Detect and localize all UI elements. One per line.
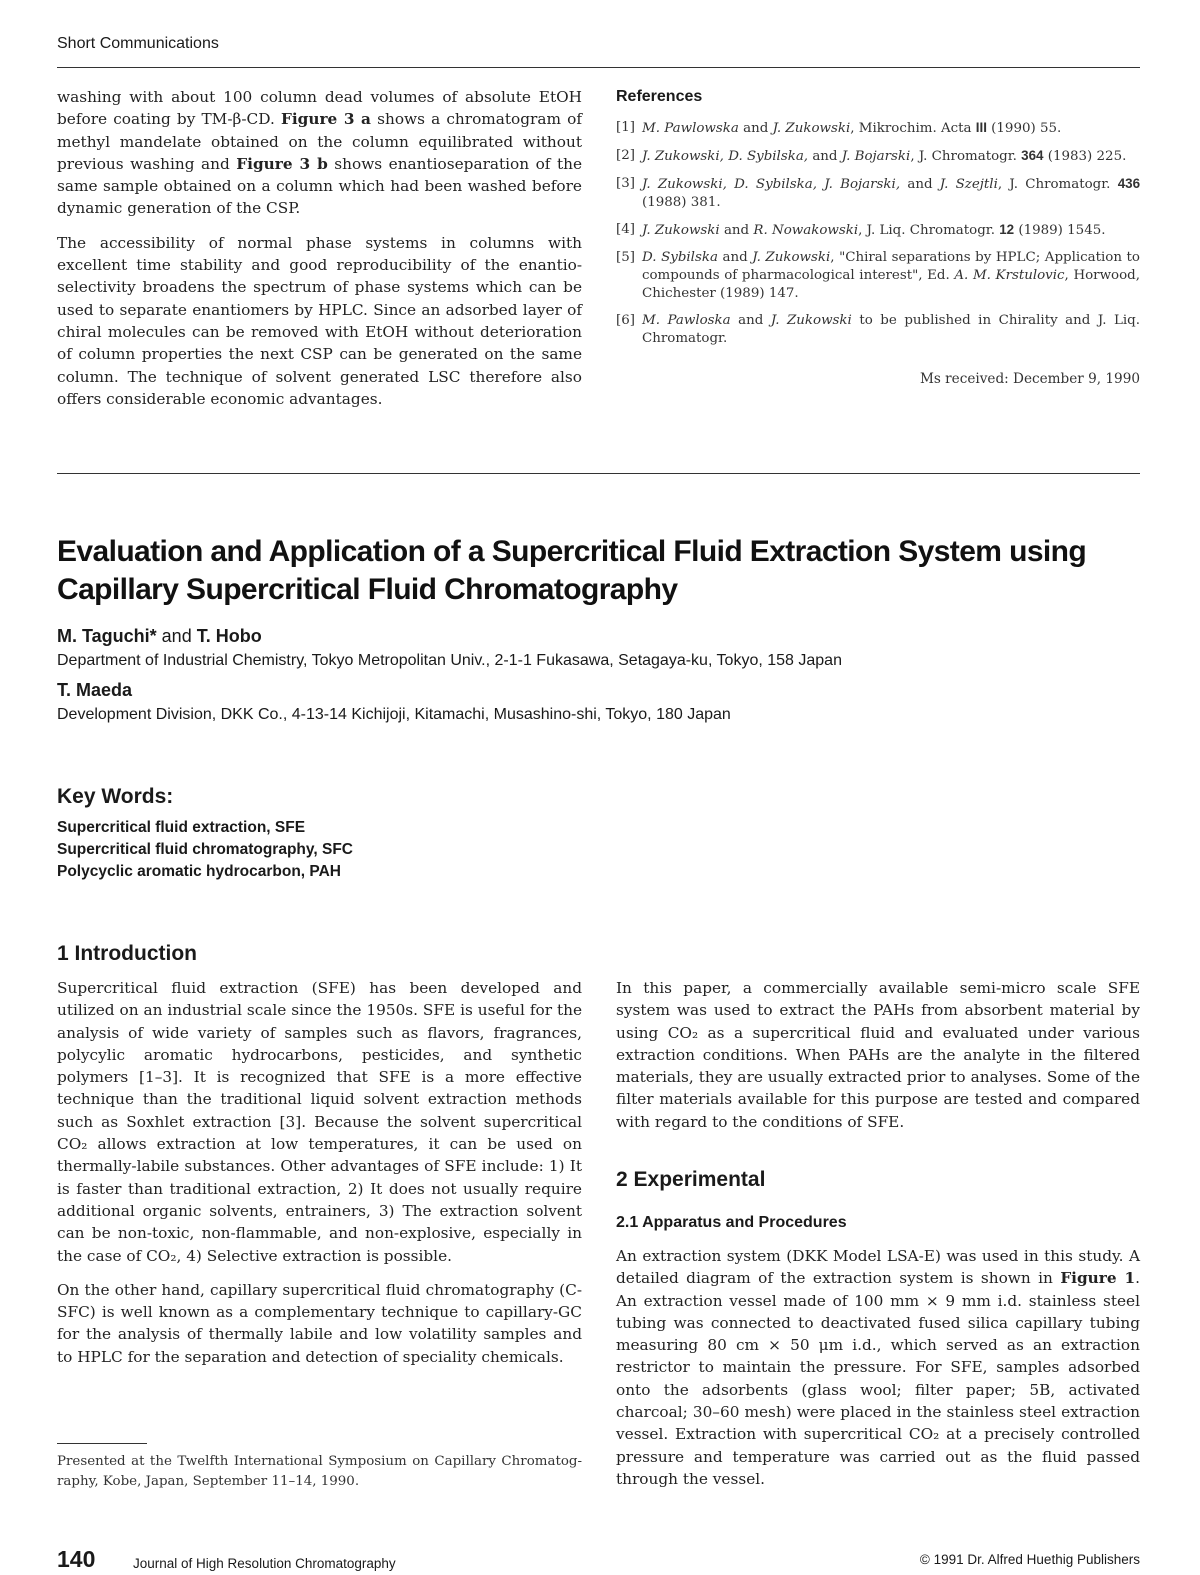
experimental-text — [616, 1245, 1140, 1502]
paragraph: In this paper, a commercially available semi-micro scale SFE system was used to extract the PAHs from absorbent material by using CO₂ as a supercritical fluid and evaluated under various extraction conditions. When PAHs are the analyte in the filtered materials, they are usually extracted prior to analyses. Some of the filter materials available for this purpose are tested and compared with regard to the conditions of SFE. — [616, 979, 1140, 1131]
reference-item: [1] M. Pawlowska and J. Zukowski, Mikrochim. Acta III (1990) 55. — [616, 120, 1062, 136]
page-number: 140 — [57, 1546, 96, 1572]
authors-line-1: M. Taguchi* and T. Hobo — [57, 626, 262, 646]
journal-name: Journal of High Resolution Chromatography — [133, 1556, 396, 1571]
keywords-list — [57, 817, 353, 883]
reference-item: [5] D. Sybilska and J. Zukowski, "Chiral separations by HPLC; Application to compounds of pharmacological interest", Ed. A. M. Krstulovic, Horwood, Chichester (1989) 147. — [616, 250, 1140, 301]
experimental-heading: 2 Experimental — [616, 1168, 766, 1191]
introduction-left-column — [57, 977, 582, 1380]
paragraph: On the other hand, capillary supercritical fluid chromatography (C-SFC) is well known as a complementary technique to capillary-GC for the analysis of thermally labile and low volatility samples and to HPLC for the separation and detection of speciality chemicals. — [57, 1280, 582, 1366]
paragraph: Supercritical fluid extraction (SFE) has been developed and utilized on an industrial scale since the 1950s. SFE is useful for the analysis of wide variety of samples such as flavors, fragrances, polycylic aromatic hydrocarbons, pesticides, and synthetic polymers [1–3]. It is recognized that SFE is a more effective technique than the traditional liquid solvent extraction methods such as Soxhlet extraction [3]. Because the solvent supercritical CO₂ allows extraction at low temperatures, it can be used on thermally-labile substances. Other advantages of SFE include: 1) It is faster than traditional extraction, 2) It does not usually require additional organic solvents, entrainers, 3) The extraction solvent can be non-toxic, non-flammable, and non-explosive, especially in the case of CO₂, 4) Selective extraction is possible. — [57, 979, 582, 1265]
paragraph: washing with about 100 column dead volumes of absolute EtOH before coating by TM-β-CD. Figure 3 a shows a chromatogram of methyl mandelate obtained on the column equilibrated without previous washing and Figure 3 b shows enantioseparation of the same sample obtained on a column which had been washed before dynamic generation of the CSP. — [57, 88, 583, 218]
affiliation-2: Development Division, DKK Co., 4-13-14 Kichijoji, Kitamachi, Musashino-shi, Tokyo, 180 Japan — [57, 706, 731, 723]
keyword: Polycyclic aromatic hydrocarbon, PAH — [57, 863, 341, 880]
article-title: Evaluation and Application of a Supercritical Fluid Extraction System using Capillary Supercritical Fluid Chromatography — [57, 535, 1087, 606]
received-date: Ms received: December 9, 1990 — [919, 371, 1140, 387]
references-section — [616, 88, 1140, 388]
references-heading: References — [616, 88, 703, 105]
reference-item: [4] J. Zukowski and R. Nowakowski, J. Liq. Chromatogr. 12 (1989) 1545. — [616, 222, 1106, 238]
reference-item: [2] J. Zukowski, D. Sybilska, and J. Bojarski, J. Chromatogr. 364 (1983) 225. — [616, 148, 1127, 164]
footnote-rule — [57, 1443, 147, 1444]
reference-item: [6] M. Pawloska and J. Zukowski to be published in Chirality and J. Liq. Chromatogr. — [616, 313, 1140, 346]
introduction-heading: 1 Introduction — [57, 942, 197, 965]
apparatus-subheading: 2.1 Apparatus and Procedures — [616, 1214, 847, 1231]
keyword: Supercritical fluid extraction, SFE — [57, 819, 306, 836]
copyright: © 1991 Dr. Alfred Huethig Publishers — [919, 1552, 1140, 1567]
paragraph: The accessibility of normal phase systems in columns with excellent time stability and good reproducibility of the enantioselectivity broadens the spectrum of phase systems which can be used to separate enantiomers by HPLC. Since an adsorbed layer of chiral molecules can be removed with EtOH without deterioration of column properties the next CSP can be generated on the same column. The technique of solvent generated LSC therefore also offers considerable economic advantages. — [57, 233, 582, 408]
keywords-heading: Key Words: — [57, 785, 174, 808]
running-header: Short Communications — [57, 35, 219, 52]
authors-line-2: T. Maeda — [57, 680, 133, 700]
section-rule — [57, 473, 1140, 474]
affiliation-1: Department of Industrial Chemistry, Tokyo Metropolitan Univ., 2-1-1 Fukasawa, Setagaya-ku, Tokyo, 158 Japan — [57, 652, 842, 669]
reference-item: [3] J. Zukowski, D. Sybilska, J. Bojarski, and J. Szejtli, J. Chromatogr. 436 (1988) 381. — [616, 176, 1141, 210]
paragraph: An extraction system (DKK Model LSA-E) was used in this study. A detailed diagram of the extraction system is shown in Figure 1. An extraction vessel made of 100 mm × 9 mm i.d. stainless steel tubing was connected to deactivated fused silica capillary tubing measuring 80 cm × 50 μm i.d., which served as an extraction restrictor to maintain the pressure. For SFE, samples adsorbed onto the adsorbents (glass wool; filter paper; 5B, activated charcoal; 30–60 mesh) were placed in the stainless steel extraction vessel. Extraction with supercritical CO₂ at a precisely controlled pressure and temperature was carried out as the fluid passed through the vessel. — [616, 1247, 1140, 1488]
previous-article-text — [57, 86, 582, 422]
right-column — [616, 977, 1140, 1145]
keyword: Supercritical fluid chromatography, SFC — [57, 841, 353, 858]
footnote: Presented at the Twelfth International Symposium on Capillary Chromatography, Kobe, Japan, September 11–14, 1990. — [57, 1454, 582, 1489]
header-rule — [57, 67, 1140, 68]
